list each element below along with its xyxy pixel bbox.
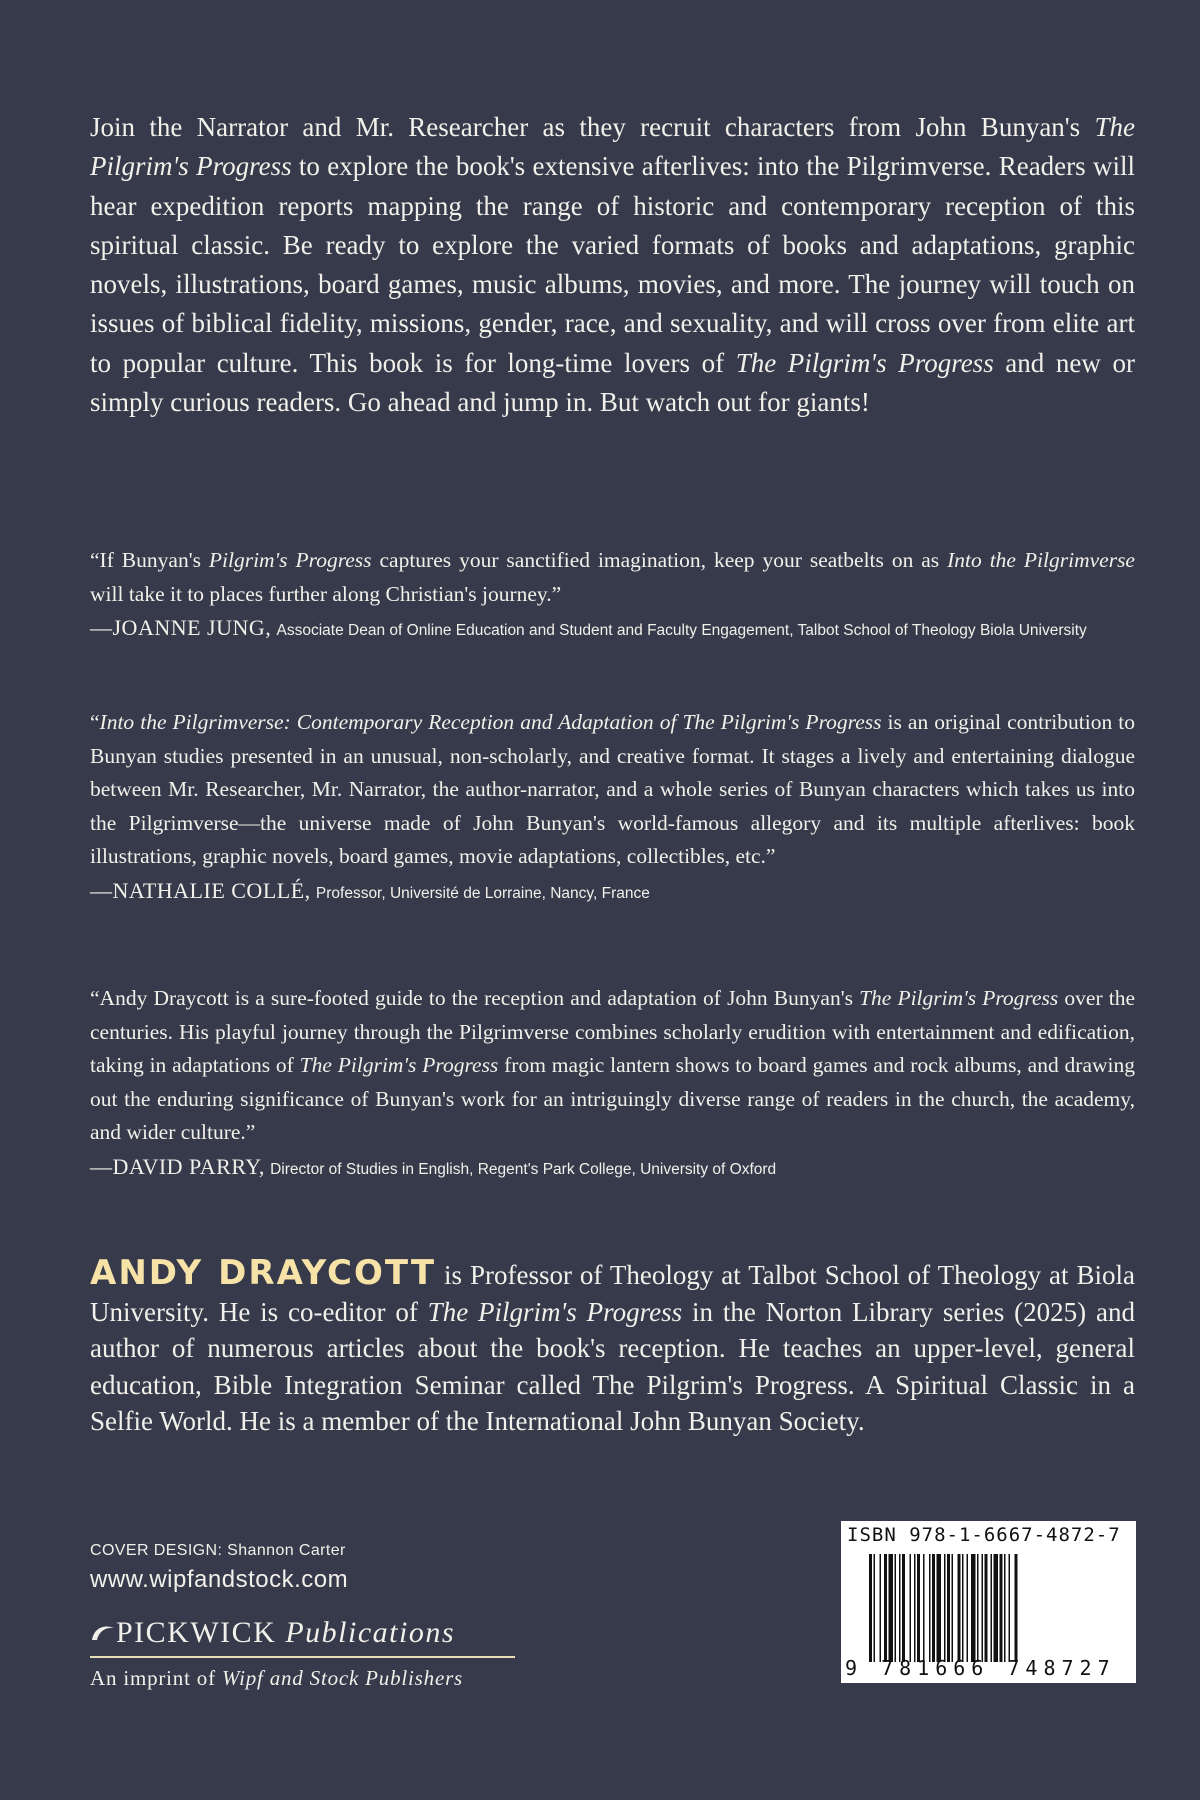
endorsement-text bbox=[90, 706, 1135, 874]
quote-text: is an original contribution to Bunyan studies presented in an unusual, non-scholarly, and creative format. It stages a lively and entertaining dialogue between Mr. Researcher, Mr. Narrator, the author-narrator, and a whole series of Bunyan characters which takes us into the Pilgrimverse—the universe made of John Bunyan's world-famous allegory and its multiple afterlives: book illustrations, graphic novels, board games, movie adaptations, collectibles, etc.” bbox=[90, 710, 1135, 869]
barcode-bar bbox=[902, 1554, 905, 1662]
publisher-rule bbox=[90, 1656, 515, 1658]
endorsement-attribution bbox=[90, 1154, 1135, 1183]
quote-title: Into the Pilgrimverse bbox=[947, 548, 1135, 572]
endorsement-2 bbox=[90, 706, 1135, 907]
barcode-bar bbox=[985, 1554, 988, 1662]
barcode-bar bbox=[1000, 1554, 1003, 1662]
bio-text-2: in the Norton Library series (2025) and author of numerous articles about the book's reception. He teaches an upper-level, general education, Bible Integration Seminar called The Pilgrim's Progress. A Spiritual Classic in a Selfie World. He is a member of the International John Bunyan Society. bbox=[90, 1296, 1135, 1437]
blurb-text-3: and new or simply curious readers. Go ahead and jump in. But watch out for giants! bbox=[90, 347, 1135, 418]
barcode-bar bbox=[899, 1554, 901, 1662]
quote-text: captures your sanctified imagination, keep your seatbelts on as bbox=[371, 548, 948, 572]
barcode-bar bbox=[962, 1554, 964, 1662]
barcode-bar bbox=[884, 1554, 887, 1662]
author-bio bbox=[90, 1255, 1135, 1440]
blurb-title-1: The Pilgrim's Progress bbox=[90, 112, 1135, 182]
barcode-bar bbox=[971, 1554, 976, 1662]
isbn-label: ISBN 978-1-6667-4872-7 bbox=[847, 1524, 1121, 1546]
barcode-bar bbox=[947, 1554, 950, 1662]
endorsement-text bbox=[90, 982, 1135, 1150]
barcode-bar bbox=[889, 1554, 894, 1662]
endorsement-attribution bbox=[90, 615, 1135, 644]
quote-text: “If Bunyan's bbox=[90, 548, 209, 572]
barcode-bar bbox=[914, 1554, 916, 1662]
isbn-barcode bbox=[841, 1521, 1136, 1683]
endorser-name: —DAVID PARRY, bbox=[90, 1153, 265, 1179]
barcode-bar bbox=[952, 1554, 954, 1662]
barcode-bar bbox=[910, 1554, 912, 1662]
endorsement-attribution bbox=[90, 878, 1135, 907]
barcode-bar bbox=[932, 1554, 935, 1662]
barcode-bar bbox=[967, 1554, 969, 1662]
imprint-name: Wipf and Stock Publishers bbox=[221, 1666, 464, 1690]
imprint-line bbox=[90, 1666, 520, 1691]
quote-title: Into the Pilgrimverse: Contemporary Reception and Adaptation of The Pilgrim's Progress bbox=[99, 710, 882, 734]
endorser-name: —NATHALIE COLLÉ, bbox=[90, 877, 311, 903]
quote-title: Pilgrim's Progress bbox=[208, 548, 372, 572]
barcode-bar bbox=[1015, 1554, 1018, 1662]
barcode-digits: 9 781666 748727 bbox=[845, 1656, 1116, 1680]
barcode-bar bbox=[991, 1554, 993, 1662]
barcode-bar bbox=[944, 1554, 946, 1662]
endorsement-3 bbox=[90, 982, 1135, 1183]
barcode-bar bbox=[977, 1554, 979, 1662]
endorser-role: Director of Studies in English, Regent's Park College, University of Oxford bbox=[270, 1160, 777, 1178]
cover-design-credit: COVER DESIGN: Shannon Carter bbox=[90, 1542, 346, 1559]
publisher-name-caps: PICKWICK bbox=[116, 1616, 277, 1649]
quote-text: “Andy Draycott is a sure-footed guide to the reception and adaptation of John Bunyan's bbox=[90, 986, 860, 1010]
bio-text-1: is Professor of Theology at Talbot School of Theology at Biola University. He is co-editor of bbox=[90, 1260, 1135, 1327]
barcode-bar bbox=[923, 1554, 925, 1662]
quote-text: over the centuries. His playful journey through the Pilgrimverse combines scholarly erudition with entertainment and edification, taking in adaptations of bbox=[90, 986, 1135, 1078]
barcode-bar bbox=[982, 1554, 984, 1662]
publisher-name-italic: Publications bbox=[285, 1616, 455, 1649]
barcode-bar bbox=[874, 1554, 876, 1662]
barcode-bar bbox=[917, 1554, 920, 1662]
quote-title: The Pilgrim's Progress bbox=[299, 1053, 499, 1078]
endorser-name: —JOANNE JUNG, bbox=[90, 615, 272, 641]
quote-text: “ bbox=[90, 710, 100, 734]
endorser-role: Professor, Université de Lorraine, Nancy, France bbox=[315, 884, 650, 902]
barcode-bar bbox=[895, 1554, 897, 1662]
bio-title: The Pilgrim's Progress bbox=[427, 1296, 683, 1327]
endorsement-1 bbox=[90, 544, 1135, 644]
author-name: ANDY DRAYCOTT bbox=[90, 1253, 437, 1293]
blurb-title-2: The Pilgrim's Progress bbox=[735, 347, 994, 378]
publisher-website[interactable]: www.wipfandstock.com bbox=[90, 1566, 349, 1593]
blurb-text-1: Join the Narrator and Mr. Researcher as they recruit characters from John Bunyan's bbox=[90, 112, 1095, 142]
barcode-bar bbox=[869, 1554, 872, 1662]
book-blurb bbox=[90, 108, 1135, 422]
barcode-bar bbox=[1009, 1554, 1011, 1662]
barcode-bar bbox=[937, 1554, 942, 1662]
quote-text: from magic lantern shows to board games and rock albums, and drawing out the enduring significance of Bunyan's work for an intriguingly diverse range of readers in the church, the academy, and wider culture.” bbox=[90, 1053, 1135, 1145]
barcode-bar bbox=[880, 1554, 882, 1662]
credits bbox=[90, 1542, 348, 1594]
barcode-bars-icon bbox=[869, 1554, 1119, 1662]
publisher-logo bbox=[90, 1616, 520, 1691]
barcode-bar bbox=[958, 1554, 961, 1662]
endorsement-text bbox=[90, 544, 1135, 611]
pickwick-swoosh-icon bbox=[90, 1622, 116, 1644]
barcode-bar bbox=[1004, 1554, 1006, 1662]
endorser-role: Associate Dean of Online Education and Student and Faculty Engagement, Talbot School of Theology Biola University bbox=[276, 622, 1087, 640]
imprint-prefix: An imprint of bbox=[90, 1666, 222, 1690]
quote-title: The Pilgrim's Progress bbox=[859, 986, 1059, 1010]
quote-text: will take it to places further along Christian's journey.” bbox=[90, 581, 562, 606]
publisher-name bbox=[90, 1616, 520, 1650]
blurb-text-2: to explore the book's extensive afterlives: into the Pilgrimverse. Readers will hear expedition reports mapping the range of historic and contemporary reception of this spiritual classic. Be ready to explore the varied formats of books and adaptations, graphic novels, illustrations, board games, music albums, movies, and more. The journey will touch on issues of biblical fidelity, missions, gender, race, and sexuality, and will cross over from elite art to popular culture. This book is for long-time lovers of bbox=[90, 151, 1135, 378]
barcode-bar bbox=[929, 1554, 931, 1662]
barcode-bar bbox=[994, 1554, 999, 1662]
